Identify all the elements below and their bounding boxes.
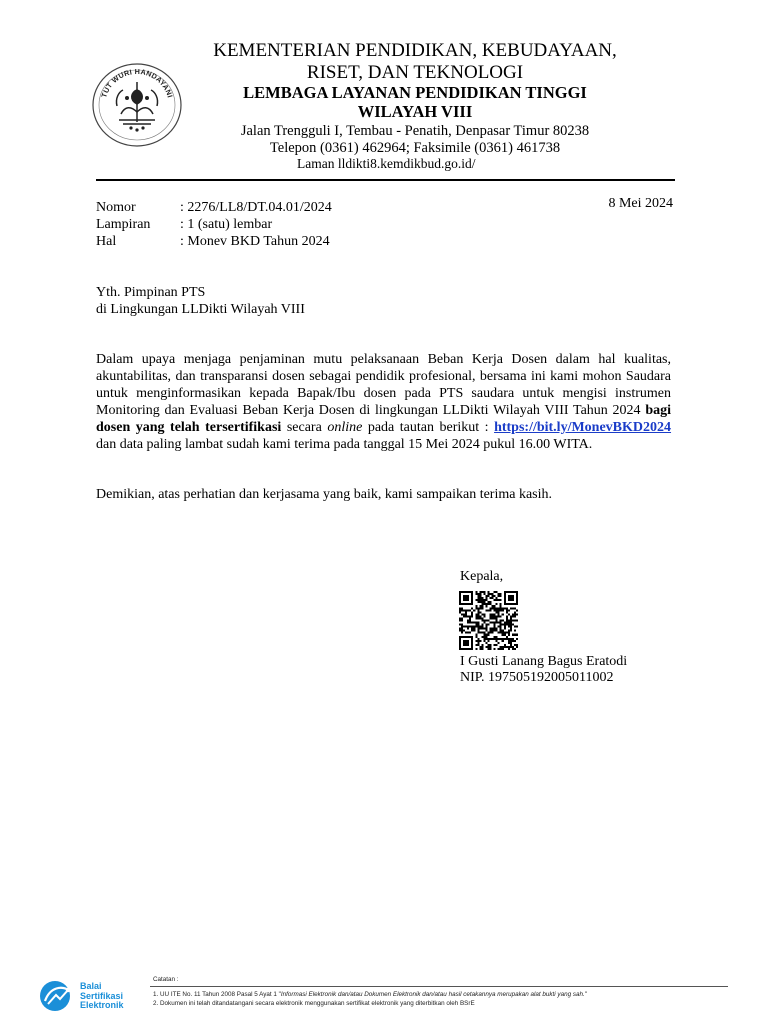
bsre-name-line2: Sertifikasi	[80, 990, 124, 1001]
signatory-name: I Gusti Lanang Bagus Eratodi	[460, 654, 628, 669]
paragraph-text: secara	[286, 420, 322, 435]
paragraph-text: dan data paling lambat sudah kami terima pada tanggal 15 Mei 2024 pukul 16.00 WITA.	[96, 437, 593, 452]
paragraph-text: pada tautan berikut :	[367, 420, 489, 435]
bsre-name-line3: Elektronik	[80, 1000, 124, 1010]
agency-name-line2: WILAYAH VIII	[357, 102, 473, 121]
monev-link[interactable]: https://bit.ly/MonevBKD2024	[494, 420, 672, 435]
footer-note-1-quote: Informasi Elektronik dan/atau Dokumen Elektronik dan/atau hasil cetakannya merupakan alat bukti yang sah.	[280, 991, 585, 998]
footer-note-1-text: 1. UU ITE No. 11 Tahun 2008 Pasal 5 Ayat 1 "	[153, 991, 281, 998]
bsre-logo	[38, 979, 78, 1013]
bsre-name	[80, 982, 124, 1011]
nomor-value: : 2276/LL8/DT.04.01/2024	[180, 200, 332, 215]
ministry-name-line2: RISET, DAN TEKNOLOGI	[306, 62, 524, 83]
body-paragraph-2: Demikian, atas perhatian dan kerjasama yang baik, kami sampaikan terima kasih.	[96, 487, 553, 502]
signatory-nip: NIP. 197505192005011002	[460, 670, 614, 685]
hal-value: : Monev BKD Tahun 2024	[180, 234, 330, 249]
lampiran-value: : 1 (satu) lembar	[180, 217, 273, 232]
signatory-title: Kepala,	[460, 569, 504, 584]
letter-date: 8 Mei 2024	[608, 196, 673, 211]
signature-qr-code	[459, 591, 518, 650]
paragraph-text: Dalam upaya menjaga penjaminan mutu pelaksanaan Beban Kerja Dosen dalam hal kualitas, akuntabilitas, dan transparansi dosen sebagai pendidik profesional, bersama ini kami mohon Saudara untuk menginformasikan kepada Bapak/Ibu dosen pada PTS saudara untuk mengisi instrumen Monitoring dan Evaluasi Beban Kerja Dosen di lingkungan LLDikti Wilayah VIII Tahun 2024	[96, 352, 671, 418]
online-emphasis: online	[327, 420, 363, 435]
letterhead-divider	[96, 179, 675, 181]
ministry-logo	[91, 62, 183, 148]
footer-notes-title: Catatan :	[153, 976, 179, 983]
recipient-line1: Yth. Pimpinan PTS	[96, 285, 206, 300]
lampiran-label: Lampiran	[96, 217, 151, 232]
body-paragraph-1	[96, 351, 671, 453]
hal-label: Hal	[96, 234, 117, 249]
recipient-line2: di Lingkungan LLDikti Wilayah VIII	[96, 302, 305, 317]
nomor-label: Nomor	[96, 200, 136, 215]
footer-note-2: 2. Dokumen ini telah ditandatangani secara elektronik menggunakan sertifikat elektronik yang diterbitkan oleh BSrE	[153, 1000, 475, 1007]
agency-website: Laman lldikti8.kemdikbud.go.id/	[297, 156, 476, 171]
agency-address: Jalan Trengguli I, Tembau - Penatih, Denpasar Timur 80238	[240, 123, 590, 139]
agency-name-line1: LEMBAGA LAYANAN PENDIDIKAN TINGGI	[243, 83, 587, 102]
ministry-name-line1: KEMENTERIAN PENDIDIKAN, KEBUDAYAAN,	[213, 40, 617, 61]
footer-note-1	[153, 990, 587, 999]
footer-divider	[150, 986, 728, 987]
certified-lecturers-emphasis: bagi dosen yang telah tersertifikasi	[96, 403, 671, 435]
agency-phone: Telepon (0361) 462964; Faksimile (0361) 461738	[269, 140, 561, 156]
svg-text:TUT WURI HANDAYANI: TUT WURI HANDAYANI	[99, 66, 175, 99]
bsre-name-line1: Balai	[80, 981, 102, 991]
footer-note-1-close: "	[584, 991, 587, 998]
